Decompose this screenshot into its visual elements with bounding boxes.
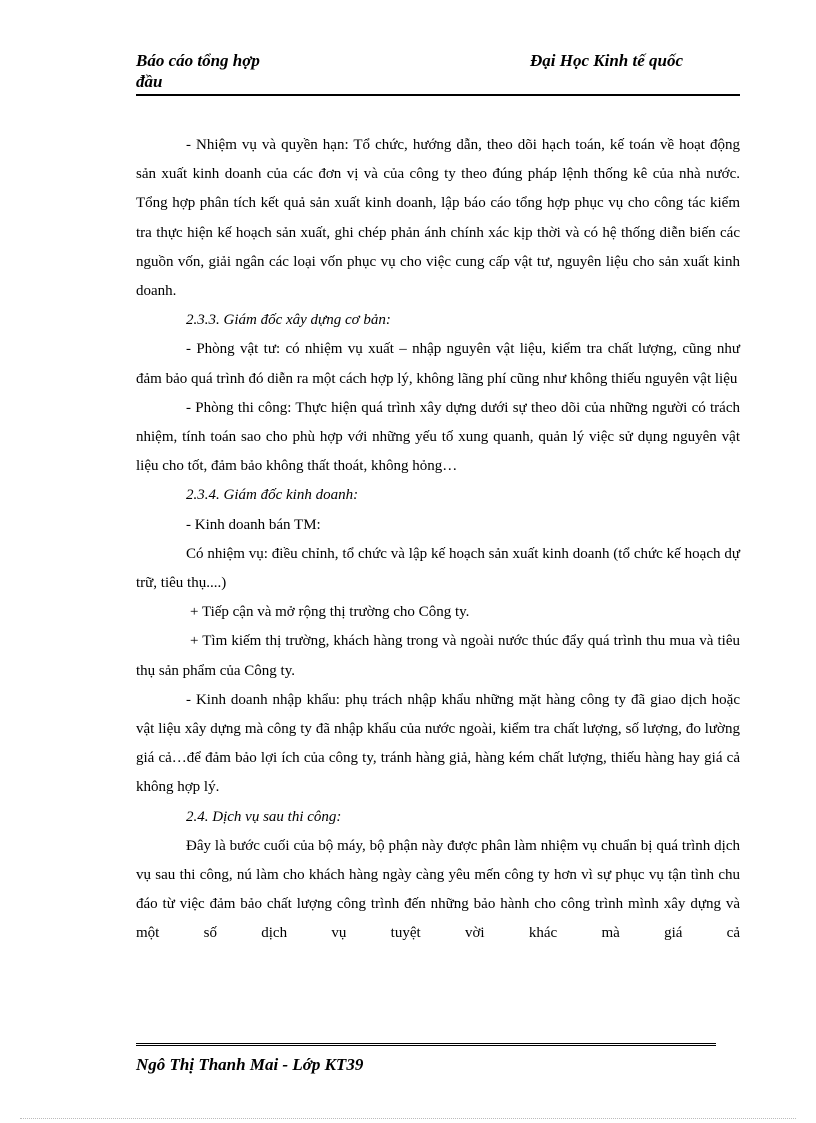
page-bottom-dotted-line [20,1118,796,1119]
header-right-title: Đại Học Kinh tế quốc [530,51,684,70]
header-left-title [136,50,296,92]
paragraph-market-search: + Tìm kiếm thị trường, khách hàng trong và ngoài nước thúc đẩy quá trình thu mua và tiêu thụ sản phẩm của Công ty. [136,633,740,679]
paragraph-tasks: Có nhiệm vụ: điều chỉnh, tổ chức và lập kế hoạch sản xuất kinh doanh (tổ chức kế hoạch dự trữ, tiêu thụ....) [136,545,740,592]
paragraph-import: - Kinh doanh nhập khẩu: phụ trách nhập khẩu những mặt hàng công ty đã giao dịch hoặc vật liệu xây dựng mà công ty đã nhập khẩu của nước ngoài, kiểm tra chất lượng, số lượng, đo lường giá cả…để đảm bảo lợi ích của công ty, tránh hàng giả, hàng kém chất lượng, thiếu hàng hay giá cả không hợp lý. [136,691,740,796]
paragraph-trade-sales: - Kinh doanh bán TM: [186,516,321,533]
header-left-line2: đầu [136,72,163,91]
paragraph-market-access: + Tiếp cận và mở rộng thị trường cho Công ty. [190,604,470,621]
footer-author: Ngô Thị Thanh Mai - Lớp KT39 [136,1055,364,1074]
page-header [136,50,740,96]
section-heading-2-4: 2.4. Dịch vụ sau thi công: [186,808,342,825]
paragraph-duties: - Nhiệm vụ và quyền hạn: Tổ chức, hướng dẫn, theo dõi hạch toán, kế toán về hoạt động sản xuất kinh doanh của các đơn vị và của công ty theo đúng pháp lệnh thống kê của nhà nước. Tổng hợp phân tích kết quả sản xuất kinh doanh, lập báo cáo tổng hợp phục vụ cho công tác kiểm tra thực hiện kế hoạch sản xuất, ghi chép phản ánh chính xác kịp thời và có hệ thống diễn biến các nguồn vốn, giải ngân các loại vốn phục vụ cho việc cung cấp vật tư, nguyên liệu cho sản xuất kinh doanh. [136,137,740,300]
footer-rule [136,1043,716,1046]
section-heading-2-3-3: 2.3.3. Giám đốc xây dựng cơ bản: [186,312,391,329]
header-left-line1: Báo cáo tổng hợp [136,51,260,70]
paragraph-construction-dept: - Phòng thi công: Thực hiện quá trình xây dựng dưới sự theo dõi của những người có trách nhiệm, tính toán sao cho phù hợp với những yếu tố xung quanh, quản lý việc sử dụng nguyên vật liệu cho tốt, đảm bảo không thất thoát, không hỏng… [136,399,740,475]
section-heading-2-3-4: 2.3.4. Giám đốc kinh doanh: [186,487,359,504]
paragraph-after-service: Đây là bước cuối của bộ máy, bộ phận này được phân làm nhiệm vụ chuẩn bị quá trình dịch vụ sau thi công, nú làm cho khách hàng ngày càng yêu mến công ty hơn vì sự phục vụ tận tình chu đáo từ việc đảm bảo chất lượng công trình đến những bảo hành cho công trình mình xây dựng và một số dịch vụ tuyệt vời khác mà giá cả [136,837,740,942]
paragraph-materials-dept: - Phòng vật tư: có nhiệm vụ xuất – nhập nguyên vật liệu, kiểm tra chất lượng, cũng như đảm bảo quá trình đó diễn ra một cách hợp lý, không lãng phí cũng như không thiếu nguyên vật liệu [136,341,740,387]
document-body [136,131,740,949]
